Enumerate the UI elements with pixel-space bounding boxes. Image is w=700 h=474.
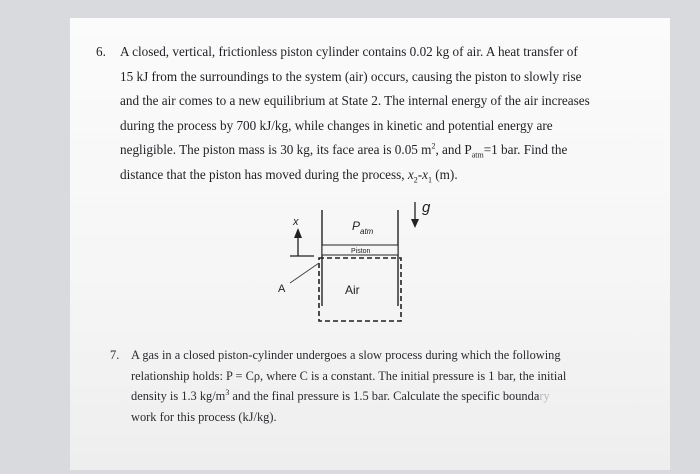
arrow-up-icon <box>294 228 302 238</box>
area-pointer-line <box>290 263 319 283</box>
question-7-line-4: work for this process (kJ/kg). <box>131 409 277 424</box>
math-var: -x <box>417 166 428 182</box>
label-p: P <box>352 219 361 233</box>
question-7 <box>110 345 580 427</box>
subscript: atm <box>471 150 484 160</box>
superscript: 2 <box>431 141 436 151</box>
text-segment: and the final pressure is 1.5 bar. Calculate the specific bounda <box>229 389 540 403</box>
superscript: 3 <box>225 387 230 397</box>
text-segment: negligible. The piston mass is 30 kg, its face area is 0.05 m <box>120 142 432 157</box>
question-6-line-5 <box>120 138 616 163</box>
label-g: g <box>422 199 431 216</box>
question-7-line-3 <box>131 386 580 407</box>
question-7-line-2: relationship holds: P = Cρ, where C is a constant. The initial pressure is 1 bar, the initial <box>131 368 567 383</box>
question-6-line-2: 15 kJ from the surroundings to the system (air) occurs, causing the piston to slowly rise <box>120 68 582 84</box>
text-segment: (m). <box>431 166 458 182</box>
question-number: 7. <box>110 348 120 362</box>
question-number: 6. <box>96 44 106 59</box>
question-6-line-1: A closed, vertical, frictionless piston cylinder contains 0.02 kg of air. A heat transfer of <box>120 44 578 59</box>
label-a: A <box>278 283 286 295</box>
arrow-down-icon <box>411 219 419 228</box>
question-6-text <box>120 40 616 187</box>
label-piston: Piston <box>351 248 371 255</box>
question-7-text <box>131 345 580 427</box>
subscript: 1 <box>427 175 432 185</box>
text-segment: ry <box>539 389 550 403</box>
math-var: x <box>407 166 414 182</box>
text-segment: density is 1.3 kg/m <box>131 389 226 403</box>
label-p-sub: atm <box>360 227 374 236</box>
system-boundary <box>319 258 401 321</box>
diagram-svg <box>260 190 460 330</box>
label-air: Air <box>345 283 360 297</box>
question-6 <box>96 40 616 187</box>
question-6-line-3: and the air comes to a new equilibrium at State 2. The internal energy of the air increases <box>120 93 590 108</box>
subscript: 2 <box>413 175 418 185</box>
text-segment: , and P <box>435 142 472 157</box>
question-7-line-1: A gas in a closed piston-cylinder undergoes a slow process during which the following <box>131 348 561 362</box>
question-6-line-4: during the process by 700 kJ/kg, while changes in kinetic and potential energy are <box>120 117 553 133</box>
text-segment: =1 bar. Find the <box>483 142 568 157</box>
piston-cylinder-diagram <box>260 190 460 330</box>
question-6-line-6 <box>120 163 616 188</box>
text-segment: distance that the piston has moved during the process, <box>120 166 408 182</box>
label-x: x <box>293 216 299 228</box>
